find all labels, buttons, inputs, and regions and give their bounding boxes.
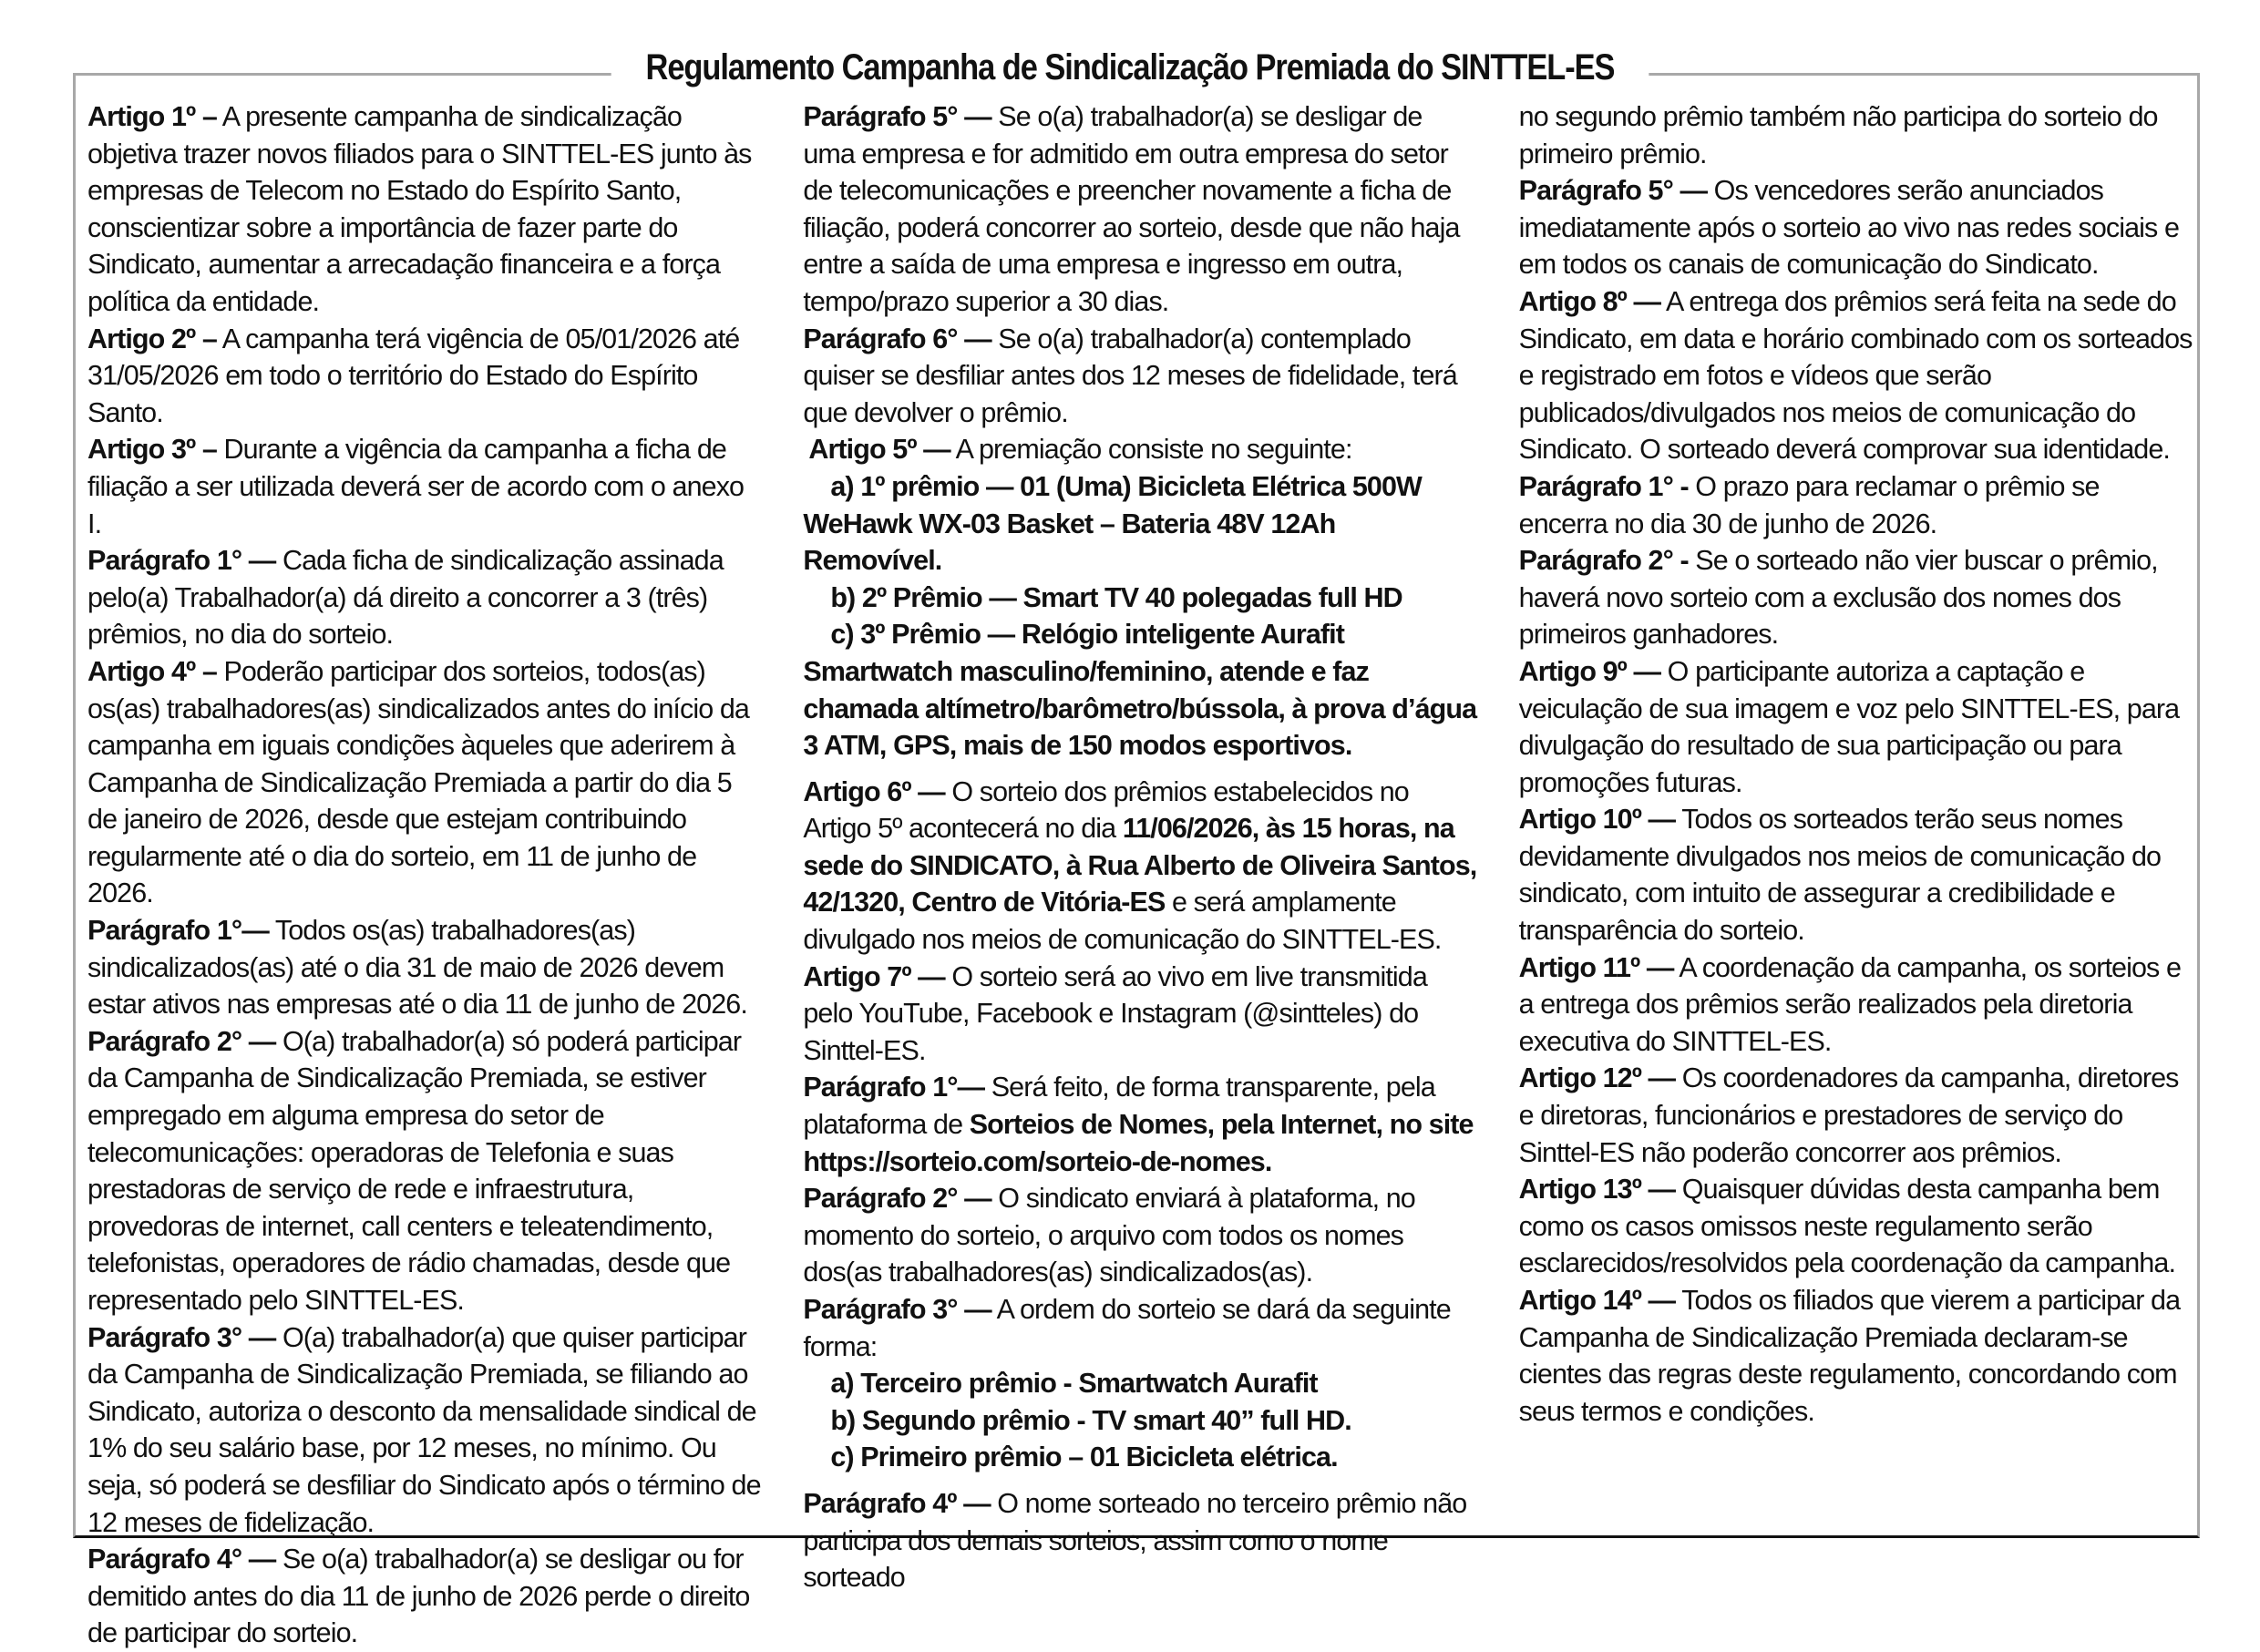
artigo-8: Artigo 8º — A entrega dos prêmios será feita na sede do Sindicato, em data e horário combinado com os sorteados e registrado em fotos e vídeos que serão publicados/divulgados nos meios de comunicação do Sindicato. O sorteado deverá comprovar sua identidade. <box>1518 285 2193 466</box>
artigo-7-paragrafo-4: Parágrafo 4º — O nome sorteado no terceiro prêmio não participa dos demais sorteios, assim como o nome sorteado <box>803 1487 1467 1594</box>
artigo-9: Artigo 9º — O participante autoriza a captação e veiculação de sua imagem e voz pelo SINTTEL-ES, para divulgação do resultado de sua participação ou para promoções futuras. <box>1518 655 2180 798</box>
artigo-3-paragrafo-1: Parágrafo 1° — Cada ficha de sindicalização assinada pelo(a) Trabalhador(a) dá direito a concorrer a 3 (três) prêmios, no dia do sorteio. <box>87 545 724 651</box>
artigo-3: Artigo 3º – Durante a vigência da campanha a ficha de filiação a ser utilizada deverá ser de acordo com o anexo I. <box>87 434 745 539</box>
column-1 <box>87 98 761 1649</box>
prize-item-3: c) 3º Prêmio — Relógio inteligente Aurafit Smartwatch masculino/feminino, atende e faz chamada altímetro/barômetro/bússola, à prova d’água 3 ATM, GPS, mais de 150 modos esportivos. <box>803 619 1477 762</box>
artigo-4: Artigo 4º – Poderão participar dos sorteios, todos(as) os(as) trabalhadores(as) sindicalizados antes do início da campanha em iguais condições àqueles que aderirem à Campanha de Sindicalização Premiada a partir do dia 5 de janeiro de 2026, desde que estejam contribuindo regularmente até o dia do sorteio, em 11 de junho de 2026. <box>87 655 749 909</box>
page-title: Regulamento Campanha de Sindicalização Premiada do SINTTEL-ES <box>611 47 1649 88</box>
artigo-7-paragrafo-4-cont: no segundo prêmio também não participa do sorteio do primeiro prêmio. <box>1518 101 2158 169</box>
prize-item-2: b) 2º Prêmio — Smart TV 40 polegadas full HD <box>830 581 1402 613</box>
prize-item-1: a) 1º prêmio — 01 (Uma) Bicicleta Elétrica 500W WeHawk WX-03 Basket – Bateria 48V 12Ah Removível. <box>803 470 1422 577</box>
artigo-7: Artigo 7º — O sorteio será ao vivo em live transmitida pelo YouTube, Facebook e Instagram (@sintteles) do Sinttel-ES. <box>803 960 1427 1066</box>
artigo-14: Artigo 14º — Todos os filiados que vierem a participar da Campanha de Sindicalização Premiada declaram-se cientes das regras deste regulamento, concordando com seus termos e condições. <box>1518 1285 2181 1427</box>
artigo-7-paragrafo-3: Parágrafo 3° — A ordem do sorteio se dará da seguinte forma: <box>803 1294 1451 1362</box>
artigo-7-paragrafo-2: Parágrafo 2° — O sindicato enviará à plataforma, no momento do sorteio, o arquivo com todos os nomes dos(as trabalhadores(as) sindicalizados(as). <box>803 1183 1415 1288</box>
draw-order-item-2: b) Segundo prêmio - TV smart 40” full HD. <box>830 1404 1351 1436</box>
artigo-4-paragrafo-2: Parágrafo 2° — O(a) trabalhador(a) só poderá participar da Campanha de Sindicalização Premiada, se estiver empregado em alguma empresa do setor de telecomunicações: operadoras de Telefonia e suas prestadoras de serviço de rede e infraestrutura, provedoras de internet, call centers e teleatendimento, telefonistas, operadores de rádio chamadas, desde que representado pelo SINTTEL-ES. <box>87 1025 742 1316</box>
artigo-11: Artigo 11º — A coordenação da campanha, os sorteios e a entrega dos prêmios serão realizados pela diretoria executiva do SINTTEL-ES. <box>1518 951 2182 1057</box>
artigo-4-paragrafo-4: Parágrafo 4° — Se o(a) trabalhador(a) se desligar ou for demitido antes do dia 11 de junho de 2026 perde o direito de participar do sorteio. <box>87 1544 750 1649</box>
columns <box>87 98 2193 1649</box>
draw-order-list <box>803 1365 1476 1476</box>
artigo-8-paragrafo-1: Parágrafo 1° - O prazo para reclamar o prêmio se encerra no dia 30 de junho de 2026. <box>1518 470 2100 539</box>
artigo-8-paragrafo-2: Parágrafo 2° - Se o sorteado não vier buscar o prêmio, haverá novo sorteio com a exclusão dos nomes dos primeiros ganhadores. <box>1518 545 2158 651</box>
title-bar <box>0 47 2260 88</box>
column-3 <box>1519 98 2193 1538</box>
artigo-4-paragrafo-1: Parágrafo 1°— Todos os(as) trabalhadores(as) sindicalizados(as) até o dia 31 de maio de 2026 devem estar ativos nas empresas até o dia 11 de junho de 2026. <box>87 915 747 1021</box>
artigo-4-paragrafo-3: Parágrafo 3° — O(a) trabalhador(a) que quiser participar da Campanha de Sindicalização Premiada, se filiando ao Sindicato, autoriza o desconto da mensalidade sindical de 1% do seu salário base, por 12 meses, no mínimo. Ou seja, só poderá se desfiliar do Sindicato após o término de 12 meses de fidelização. <box>87 1321 761 1538</box>
draw-order-item-3: c) Primeiro prêmio – 01 Bicicleta elétrica. <box>830 1442 1338 1473</box>
draw-order-item-1: a) Terceiro prêmio - Smartwatch Aurafit <box>830 1368 1318 1400</box>
artigo-5: Artigo 5º — A premiação consiste no seguinte: <box>808 434 1352 466</box>
artigo-7-paragrafo-1: Parágrafo 1°— Será feito, de forma transparente, pela plataforma de Sorteios de Nomes, pela Internet, no site https://sorteio.com/sorteio-de-nomes. <box>803 1072 1474 1177</box>
artigo-4-paragrafo-5: Parágrafo 5° — Se o(a) trabalhador(a) se desligar de uma empresa e for admitido em outra empresa do setor de telecomunicações e preencher novamente a ficha de filiação, poderá concorrer ao sorteio, desde que não haja entre a saída de uma empresa e ingresso em outra, tempo/prazo superior a 30 dias. <box>803 101 1460 317</box>
artigo-1: Artigo 1º – A presente campanha de sindicalização objetiva trazer novos filiados para o SINTTEL-ES junto às empresas de Telecom no Estado do Espírito Santo, conscientizar sobre a importância de fazer parte do Sindicato, aumentar a arrecadação financeira e a força política da entidade. <box>87 101 752 317</box>
prize-list <box>803 468 1476 764</box>
column-2 <box>803 98 1477 1594</box>
artigo-13: Artigo 13º — Quaisquer dúvidas desta campanha bem como os casos omissos neste regulamento serão esclarecidos/resolvidos pela coordenação da campanha. <box>1518 1174 2176 1279</box>
artigo-7-paragrafo-5: Parágrafo 5° — Os vencedores serão anunciados imediatamente após o sorteio ao vivo nas redes sociais e em todos os canais de comunicação do Sindicato. <box>1518 175 2180 281</box>
artigo-6: Artigo 6º — O sorteio dos prêmios estabelecidos no Artigo 5º acontecerá no dia 11/06/2026, às 15 horas, na sede do SINDICATO, à Rua Alberto de Oliveira Santos, 42/1320, Centro de Vitória-ES e será amplamente divulgado nos meios de comunicação do SINTTEL-ES. <box>803 775 1477 956</box>
artigo-4-paragrafo-6: Parágrafo 6° — Se o(a) trabalhador(a) contemplado quiser se desfiliar antes dos 12 meses de fidelidade, terá que devolver o prêmio. <box>803 323 1457 428</box>
artigo-2: Artigo 2º – A campanha terá vigência de 05/01/2026 até 31/05/2026 em todo o território do Estado do Espírito Santo. <box>87 323 740 428</box>
sorteio-site-link: Sorteios de Nomes, pela Internet, no site https://sorteio.com/sorteio-de-nomes. <box>803 1109 1474 1177</box>
artigo-12: Artigo 12º — Os coordenadores da campanha, diretores e diretoras, funcionários e prestadores de serviço do Sinttel-ES não poderão concorrer aos prêmios. <box>1518 1062 2179 1168</box>
artigo-10: Artigo 10º — Todos os sorteados terão seus nomes devidamente divulgados nos meios de comunicação do sindicato, com intuito de assegurar a credibilidade e transparência do sorteio. <box>1518 804 2162 947</box>
